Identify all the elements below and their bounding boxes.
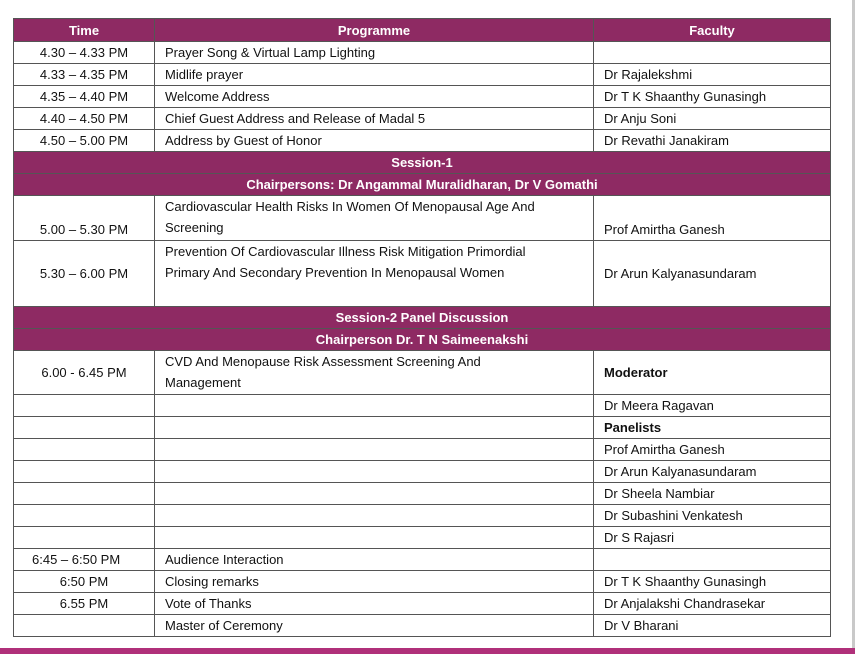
time-cell: 4.50 – 5.00 PM bbox=[14, 130, 155, 152]
time-cell: 6.55 PM bbox=[14, 593, 155, 615]
programme-cell: Prayer Song & Virtual Lamp Lighting bbox=[155, 42, 594, 64]
programme-cell: Welcome Address bbox=[155, 86, 594, 108]
programme-cell bbox=[155, 527, 594, 549]
faculty-cell: Prof Amirtha Ganesh bbox=[594, 196, 831, 241]
table-row bbox=[14, 439, 831, 461]
table-row bbox=[14, 130, 831, 152]
faculty-cell: Dr Rajalekshmi bbox=[594, 64, 831, 86]
table-row bbox=[14, 351, 831, 395]
table-row bbox=[14, 86, 831, 108]
table-row bbox=[14, 196, 831, 241]
time-cell: 5.00 – 5.30 PM bbox=[14, 196, 155, 241]
time-cell bbox=[14, 395, 155, 417]
table-row bbox=[14, 593, 831, 615]
programme-cell: Closing remarks bbox=[155, 571, 594, 593]
programme-cell: Address by Guest of Honor bbox=[155, 130, 594, 152]
table-row bbox=[14, 417, 831, 439]
programme-cell: Prevention Of Cardiovascular Illness Risk Mitigation Primordial Primary And Secondary Prevention In Menopausal Women bbox=[155, 241, 594, 307]
programme-cell bbox=[155, 395, 594, 417]
session1-chairs-row bbox=[14, 174, 831, 196]
panelist-name: Dr S Rajasri bbox=[594, 527, 831, 549]
table-row bbox=[14, 461, 831, 483]
faculty-cell: Dr Anjalakshi Chandrasekar bbox=[594, 593, 831, 615]
table-row bbox=[14, 483, 831, 505]
panelists-label: Panelists bbox=[594, 417, 831, 439]
panelist-name: Dr Subashini Venkatesh bbox=[594, 505, 831, 527]
header-programme: Programme bbox=[155, 19, 594, 42]
panelist-name: Prof Amirtha Ganesh bbox=[594, 439, 831, 461]
session2-chairs-row bbox=[14, 329, 831, 351]
table-row bbox=[14, 571, 831, 593]
time-cell bbox=[14, 483, 155, 505]
time-cell: 4.33 – 4.35 PM bbox=[14, 64, 155, 86]
time-cell bbox=[14, 505, 155, 527]
time-cell: 4.30 – 4.33 PM bbox=[14, 42, 155, 64]
programme-cell: Midlife prayer bbox=[155, 64, 594, 86]
programme-cell: Vote of Thanks bbox=[155, 593, 594, 615]
session2-title: Session-2 Panel Discussion bbox=[14, 307, 831, 329]
time-cell bbox=[14, 417, 155, 439]
header-time: Time bbox=[14, 19, 155, 42]
table-row bbox=[14, 64, 831, 86]
session1-title-row bbox=[14, 152, 831, 174]
faculty-cell: Dr Anju Soni bbox=[594, 108, 831, 130]
table-row bbox=[14, 615, 831, 637]
bottom-accent-bar bbox=[0, 648, 855, 654]
faculty-cell bbox=[594, 549, 831, 571]
table-row bbox=[14, 505, 831, 527]
moderator-label: Moderator bbox=[594, 351, 831, 395]
time-cell bbox=[14, 527, 155, 549]
time-cell: 6:50 PM bbox=[14, 571, 155, 593]
table-row bbox=[14, 241, 831, 307]
time-cell: 6:45 – 6:50 PM bbox=[14, 549, 155, 571]
programme-cell bbox=[155, 439, 594, 461]
moderator-name: Dr Meera Ragavan bbox=[594, 395, 831, 417]
time-cell: 5.30 – 6.00 PM bbox=[14, 241, 155, 307]
time-cell bbox=[14, 615, 155, 637]
programme-cell bbox=[155, 461, 594, 483]
programme-cell: Cardiovascular Health Risks In Women Of Menopausal Age And Screening bbox=[155, 196, 594, 241]
programme-cell bbox=[155, 505, 594, 527]
table-row bbox=[14, 549, 831, 571]
table-row bbox=[14, 527, 831, 549]
programme-cell bbox=[155, 483, 594, 505]
time-cell: 6.00 - 6.45 PM bbox=[14, 351, 155, 395]
faculty-cell: Dr V Bharani bbox=[594, 615, 831, 637]
header-faculty: Faculty bbox=[594, 19, 831, 42]
session1-title: Session-1 bbox=[14, 152, 831, 174]
faculty-cell bbox=[594, 42, 831, 64]
faculty-cell: Dr T K Shaanthy Gunasingh bbox=[594, 86, 831, 108]
panelist-name: Dr Sheela Nambiar bbox=[594, 483, 831, 505]
programme-cell: CVD And Menopause Risk Assessment Screening And Management bbox=[155, 351, 594, 395]
header-row bbox=[14, 19, 831, 42]
table-row bbox=[14, 42, 831, 64]
programme-cell bbox=[155, 417, 594, 439]
time-cell: 4.40 – 4.50 PM bbox=[14, 108, 155, 130]
programme-schedule-table bbox=[13, 18, 831, 637]
session2-chairperson: Chairperson Dr. T N Saimeenakshi bbox=[14, 329, 831, 351]
faculty-cell: Dr T K Shaanthy Gunasingh bbox=[594, 571, 831, 593]
programme-cell: Master of Ceremony bbox=[155, 615, 594, 637]
session2-title-row bbox=[14, 307, 831, 329]
programme-cell: Audience Interaction bbox=[155, 549, 594, 571]
faculty-cell: Dr Revathi Janakiram bbox=[594, 130, 831, 152]
programme-cell: Chief Guest Address and Release of Madal 5 bbox=[155, 108, 594, 130]
panelist-name: Dr Arun Kalyanasundaram bbox=[594, 461, 831, 483]
faculty-cell: Dr Arun Kalyanasundaram bbox=[594, 241, 831, 307]
time-cell bbox=[14, 439, 155, 461]
time-cell: 4.35 – 4.40 PM bbox=[14, 86, 155, 108]
table-row bbox=[14, 108, 831, 130]
table-row bbox=[14, 395, 831, 417]
session1-chairpersons: Chairpersons: Dr Angammal Muralidharan, Dr V Gomathi bbox=[14, 174, 831, 196]
time-cell bbox=[14, 461, 155, 483]
